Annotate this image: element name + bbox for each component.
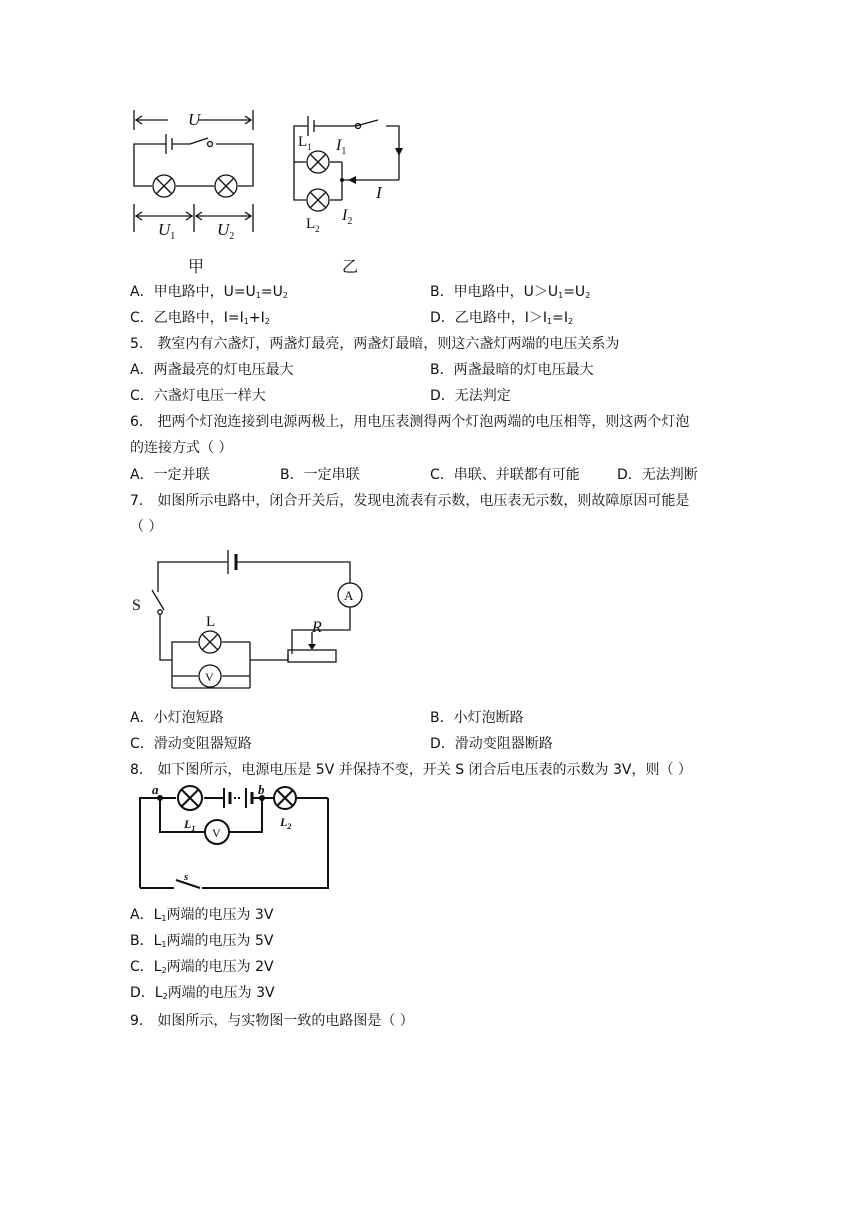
q6-stem-line2: 的连接方式（ ） (130, 440, 233, 456)
label-L2: $L_2$ (280, 815, 292, 831)
circuit-figure-q7 (128, 542, 368, 702)
label-I: I (376, 183, 382, 202)
q6-option-d: D．无法判断 (617, 467, 698, 483)
label-L1: $L_1$ (298, 134, 312, 152)
q5-stem: 5． 教室内有六盏灯，两盏灯最亮，两盏灯最暗，则这六盏灯两端的电压关系为 (130, 336, 620, 352)
q7-option-d: D．滑动变阻器断路 (430, 736, 553, 752)
label-b: b (258, 782, 265, 797)
q6-stem-line1: 6． 把两个灯泡连接到电源两极上，用电压表测得两个灯泡两端的电压相等，则这两个灯泡 (130, 414, 690, 430)
q7-option-c: C．滑动变阻器短路 (130, 736, 252, 752)
q4-option-a: A．甲电路中，$U=U_1=U_2$ (130, 284, 288, 300)
ammeter-icon: A (344, 588, 354, 603)
q7-option-b: B．小灯泡断路 (430, 710, 524, 726)
q5-option-a: A．两盏最亮的灯电压最大 (130, 362, 294, 378)
label-a: a (152, 782, 159, 797)
label-U: U (188, 110, 201, 129)
q8-stem: 8． 如下图所示，电源电压是 5V 并保持不变，开关 S 闭合后电压表的示数为 3V，则（ ） (130, 762, 692, 778)
label-L: L (206, 614, 216, 630)
label-U1: $U_1$ (158, 220, 176, 242)
q8-option-d: D．$L_2$两端的电压为 3V (130, 985, 275, 1001)
q6-option-b: B．一定串联 (280, 467, 360, 483)
label-R: R (312, 619, 322, 636)
label-I1: $I_1$ (336, 137, 347, 157)
q7-stem-line1: 7． 如图所示电路中，闭合开关后，发现电流表有示数，电压表无示数，则故障原因可能是 (130, 493, 690, 509)
caption-jia: 甲 (188, 257, 205, 276)
circuit-figure-jia (128, 104, 268, 274)
q4-option-b: B．甲电路中，$U>U_1=U_2$ (430, 284, 591, 300)
q5-option-b: B．两盏最暗的灯电压最大 (430, 362, 594, 378)
q9-stem: 9． 如图所示，与实物图一致的电路图是（ ） (130, 1013, 414, 1029)
q4-option-c: C．乙电路中，$I=I_1+I_2$ (130, 310, 270, 326)
voltmeter-icon: V (205, 670, 214, 684)
voltmeter-icon: V (212, 826, 221, 840)
caption-yi: 乙 (342, 257, 359, 276)
label-I2: $I_2$ (342, 207, 353, 227)
q7-option-a: A．小灯泡短路 (130, 710, 224, 726)
q8-option-b: B．$L_1$两端的电压为 5V (130, 933, 274, 949)
q7-stem-line2: （ ） (130, 519, 163, 535)
label-s: s (184, 871, 189, 883)
q5-option-d: D．无法判定 (430, 388, 511, 404)
q8-option-c: C．$L_2$两端的电压为 2V (130, 959, 274, 975)
q5-option-c: C．六盏灯电压一样大 (130, 388, 266, 404)
q8-option-a: A．$L_1$两端的电压为 3V (130, 907, 274, 923)
q6-option-a: A．一定并联 (130, 467, 210, 483)
q6-option-c: C．串联、并联都有可能 (430, 467, 580, 483)
circuit-figure-yi (286, 104, 416, 274)
label-S: S (132, 597, 141, 614)
q4-option-d: D．乙电路中，$I>I_1=I_2$ (430, 310, 574, 326)
circuit-figure-q8 (132, 784, 342, 896)
label-U2: $U_2$ (217, 220, 235, 242)
label-L2: $L_2$ (306, 216, 320, 234)
label-L1: $L_1$ (184, 817, 196, 833)
